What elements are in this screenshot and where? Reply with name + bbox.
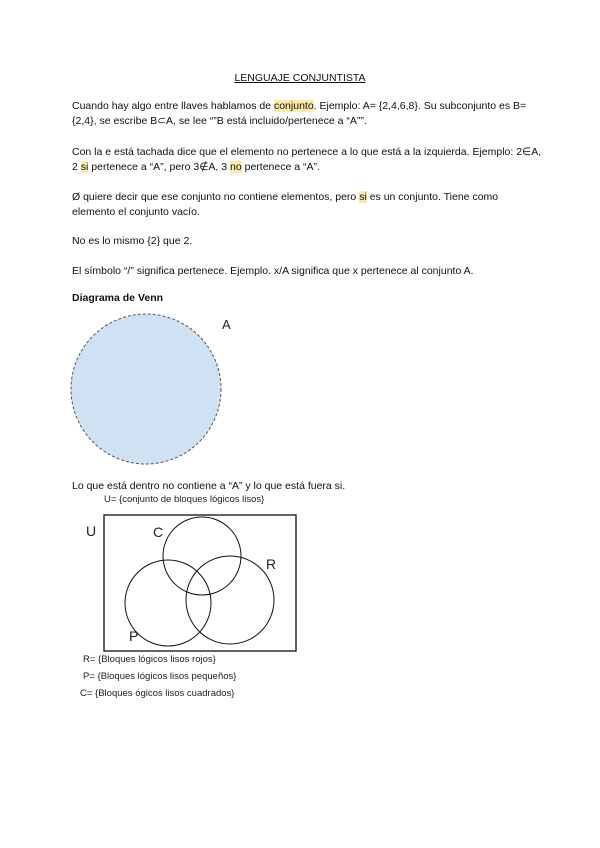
text-run: pertenece a “A”, pero 3∉A, 3 (88, 161, 230, 173)
set-r-circle (186, 556, 277, 644)
set-a-circle (71, 314, 221, 464)
highlighted-word: si (80, 161, 89, 173)
paragraph-no-es-lo-mismo: No es lo mismo {2} que 2. (72, 235, 193, 247)
set-p-label: P (129, 628, 139, 644)
set-a-label: A (222, 317, 231, 332)
text-run: pertenece a “A”. (241, 161, 320, 173)
text-run: Cuando hay algo entre llaves hablamos de (72, 100, 274, 112)
universe-label: U (86, 523, 97, 539)
set-c-label: C (153, 524, 164, 540)
paragraph-dentro-fuera: Lo que está dentro no contiene a “A” y lo que está fuera si. (72, 480, 346, 492)
text-run: es un conjunto. Tiene como elemento el conjunto vacío. (72, 191, 499, 218)
highlighted-word: no (230, 161, 242, 173)
set-p-definition: P= {Bloques lógicos lisos pequeños} (83, 671, 237, 682)
page-title: LENGUAJE CONJUNTISTA (234, 72, 366, 84)
set-r-definition: R= {Bloques lógicos lisos rojos} (83, 654, 216, 665)
universe-definition: U= {conjunto de bloques lógicos lisos} (104, 494, 265, 505)
highlighted-word: conjunto (273, 100, 314, 112)
text-run: . Ejemplo: A= {2,4,6,8}. Su subconjunto es B= {2,4}, se escribe B⊂A, se lee “”B está incluido/pertenece a “A””. (72, 100, 527, 127)
venn-heading: Diagrama de Venn (72, 292, 164, 304)
set-r-label: R (266, 556, 277, 572)
highlighted-word: si (359, 191, 367, 203)
set-c-definition: C= {Bloques ógicos lisos cuadrados} (80, 688, 235, 699)
text-run: Con la e está tachada dice que el elemento no pertenece a lo que está a la izquierda. Ejemplo: 2∈A, 2 (72, 146, 542, 173)
text-run: Ø quiere decir que ese conjunto no contiene elementos, pero (72, 191, 360, 203)
paragraph-simbolo: El símbolo “/” significa pertenece. Ejemplo. x/A significa que x pertenece al conjunto A. (72, 265, 474, 277)
